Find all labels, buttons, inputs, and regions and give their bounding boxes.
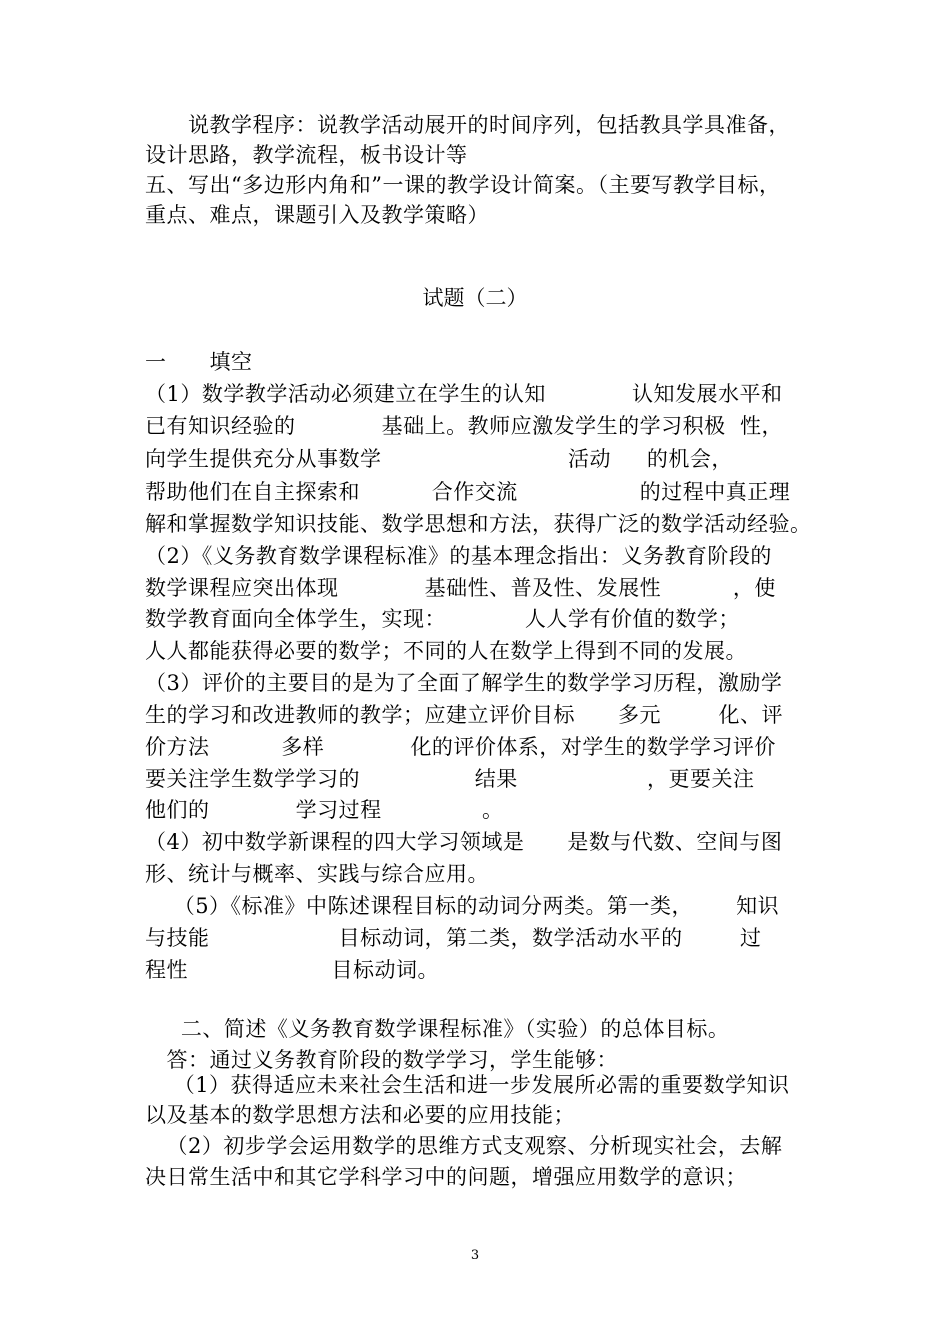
text-line: 帮助他们在自主探索和 合作交流 的过程中真正理 <box>145 480 791 504</box>
text-line: 他们的 学习过程 。 <box>145 798 504 822</box>
text-line: 数学教育面向全体学生，实现： 人人学有价值的数学； <box>145 607 740 631</box>
text-line: （3）评价的主要目的是为了全面了解学生的数学学习历程，激励学 <box>145 671 783 695</box>
text-line: 生的学习和改进教师的教学；应建立评价目标 多元 化、评 <box>145 703 783 727</box>
text-line: 与技能 目标动词，第二类，数学活动水平的 过 <box>145 926 762 950</box>
text-line: （1）获得适应未来社会生活和进一步发展所必需的重要数学知识 <box>145 1073 790 1097</box>
text-line: 重点、难点，课题引入及教学策略） <box>145 203 489 227</box>
page-number: 3 <box>470 1248 480 1263</box>
text-line: 价方法 多样 化的评价体系，对学生的数学学习评价 <box>145 735 776 759</box>
text-line: （1）数学教学活动必须建立在学生的认知 认知发展水平和 <box>145 382 783 406</box>
text-line: （4）初中数学新课程的四大学习领域是 是数与代数、空间与图 <box>145 830 783 854</box>
text-line: 向学生提供充分从事数学 活动 的机会， <box>145 447 733 471</box>
text-line: （2）《义务教育数学课程标准》的基本理念指出：义务教育阶段的 <box>145 544 772 568</box>
text-line: （2）初步学会运用数学的思维方式支观察、分析现实社会，去解 <box>145 1134 783 1158</box>
text-line: 答：通过义务教育阶段的数学学习，学生能够： <box>145 1048 619 1072</box>
text-line: 五、写出“多边形内角和”一课的教学设计简案。（主要写教学目标， <box>145 173 781 197</box>
text-line: 已有知识经验的 基础上。教师应激发学生的学习积极 性， <box>145 414 783 438</box>
text-line: 设计思路，教学流程，板书设计等 <box>145 143 468 167</box>
text-line: 要关注学生数学学习的 结果 ，更要关注 <box>145 767 755 791</box>
text-line: （5）《标准》中陈述课程目标的动词分两类。第一类， 知识 <box>145 894 780 918</box>
text-line: 一 填空 <box>145 350 253 374</box>
text-line: 形、统计与概率、实践与综合应用。 <box>145 862 489 886</box>
text-line: 决日常生活中和其它学科学习中的问题，增强应用数学的意识； <box>145 1165 747 1189</box>
text-line: 二、简述《义务教育数学课程标准》（实验）的总体目标。 <box>145 1017 730 1041</box>
text-line: 程性 目标动词。 <box>145 958 440 982</box>
section-title: 试题（二） <box>422 286 528 310</box>
text-line: 以及基本的数学思想方法和必要的应用技能； <box>145 1103 575 1127</box>
text-line: 人人都能获得必要的数学；不同的人在数学上得到不同的发展。 <box>145 639 747 663</box>
text-line: 数学课程应突出体现 基础性、普及性、发展性 ，使 <box>145 576 776 600</box>
text-line: 解和掌握数学知识技能、数学思想和方法，获得广泛的数学活动经验。 <box>145 512 812 536</box>
text-line: 说教学程序：说教学活动展开的时间序列，包括教具学具准备， <box>145 113 791 137</box>
